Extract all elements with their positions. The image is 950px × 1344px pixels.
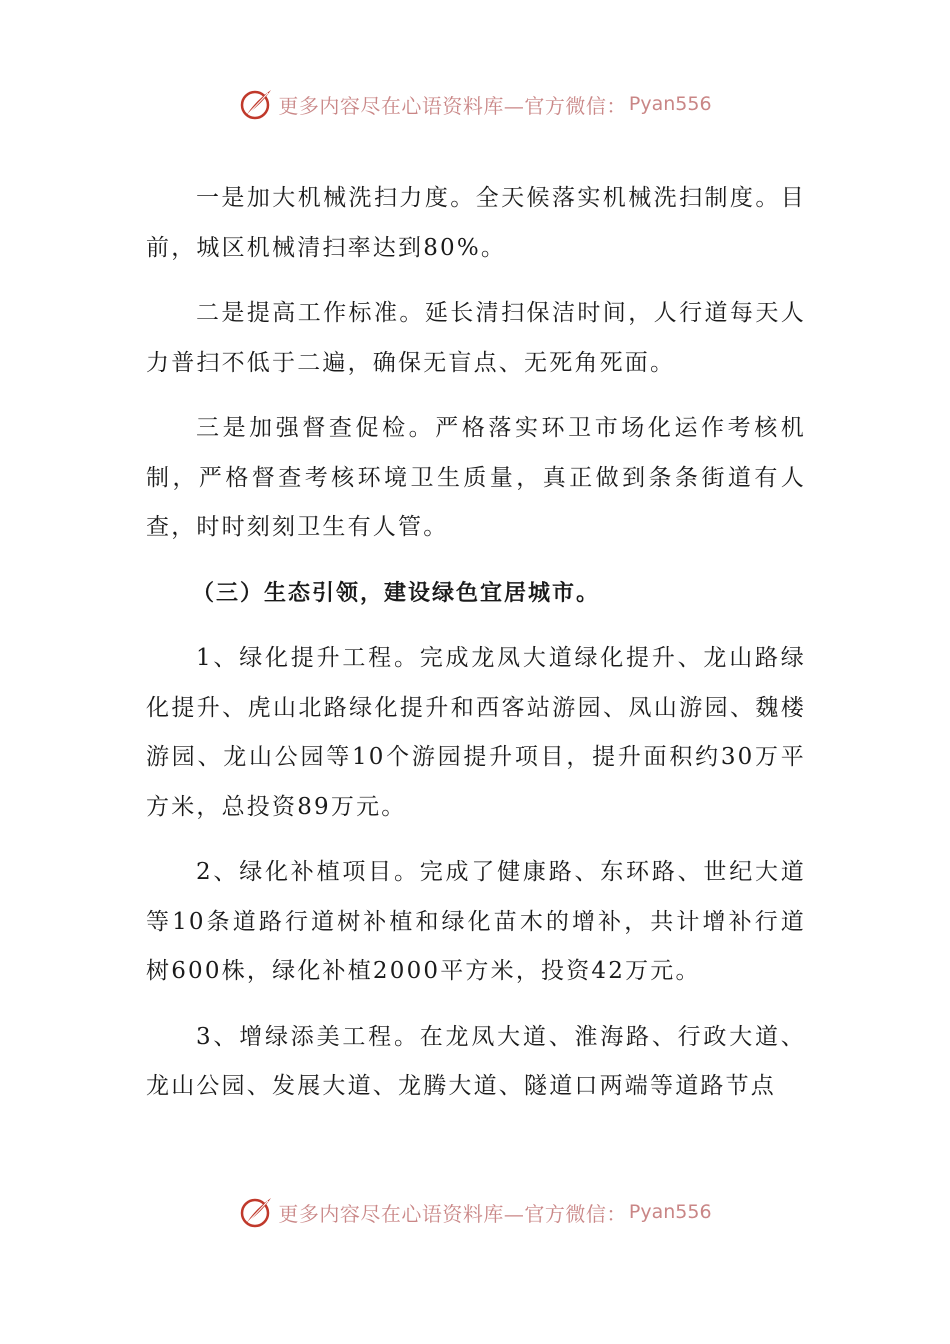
paragraph-supervision: 三是加强督查促检。严格落实环卫市场化运作考核机制，严格督查考核环境卫生质量，真正做到条条街道有人查，时时刻刻卫生有人管。: [146, 415, 806, 540]
list-item-green-beautify: 3、增绿添美工程。在龙凤大道、淮海路、行政大道、龙山公园、发展大道、龙腾大道、隧道口两端等道路节点: [146, 1023, 806, 1099]
paragraph-mechanical-sweeping: 一是加大机械洗扫力度。全天候落实机械洗扫制度。目前，城区机械清扫率达到80%。: [146, 185, 806, 261]
list-item-greening-upgrade: 1、绿化提升工程。完成龙凤大道绿化提升、龙山路绿化提升、虎山北路绿化提升和西客站游园、凤山游园、魏楼游园、龙山公园等10个游园提升项目，提升面积约30万平方米，总投资89万元。: [146, 645, 806, 820]
footer-watermark: [0, 1192, 950, 1232]
watermark-wechat-id: Pyan556: [628, 1201, 712, 1223]
watermark-text: 更多内容尽在心语资料库—官方微信：: [278, 93, 627, 118]
watermark-text: 更多内容尽在心语资料库—官方微信：: [278, 1201, 627, 1226]
section-heading: （三）生态引领，建设绿色宜居城市。: [192, 580, 601, 606]
watermark-wechat-id: Pyan556: [628, 93, 712, 115]
list-item-greening-replant: 2、绿化补植项目。完成了健康路、东环路、世纪大道等10条道路行道树补植和绿化苗木的增补，共计增补行道树600株，绿化补植2000平方米，投资42万元。: [146, 859, 806, 984]
paragraph-work-standard: 二是提高工作标准。延长清扫保洁时间，人行道每天人力普扫不低于二遍，确保无盲点、无死角死面。: [146, 300, 806, 376]
feather-logo-icon: [238, 86, 274, 122]
feather-logo-icon: [238, 1194, 274, 1230]
header-watermark: [0, 84, 950, 124]
document-body: [146, 174, 806, 1128]
